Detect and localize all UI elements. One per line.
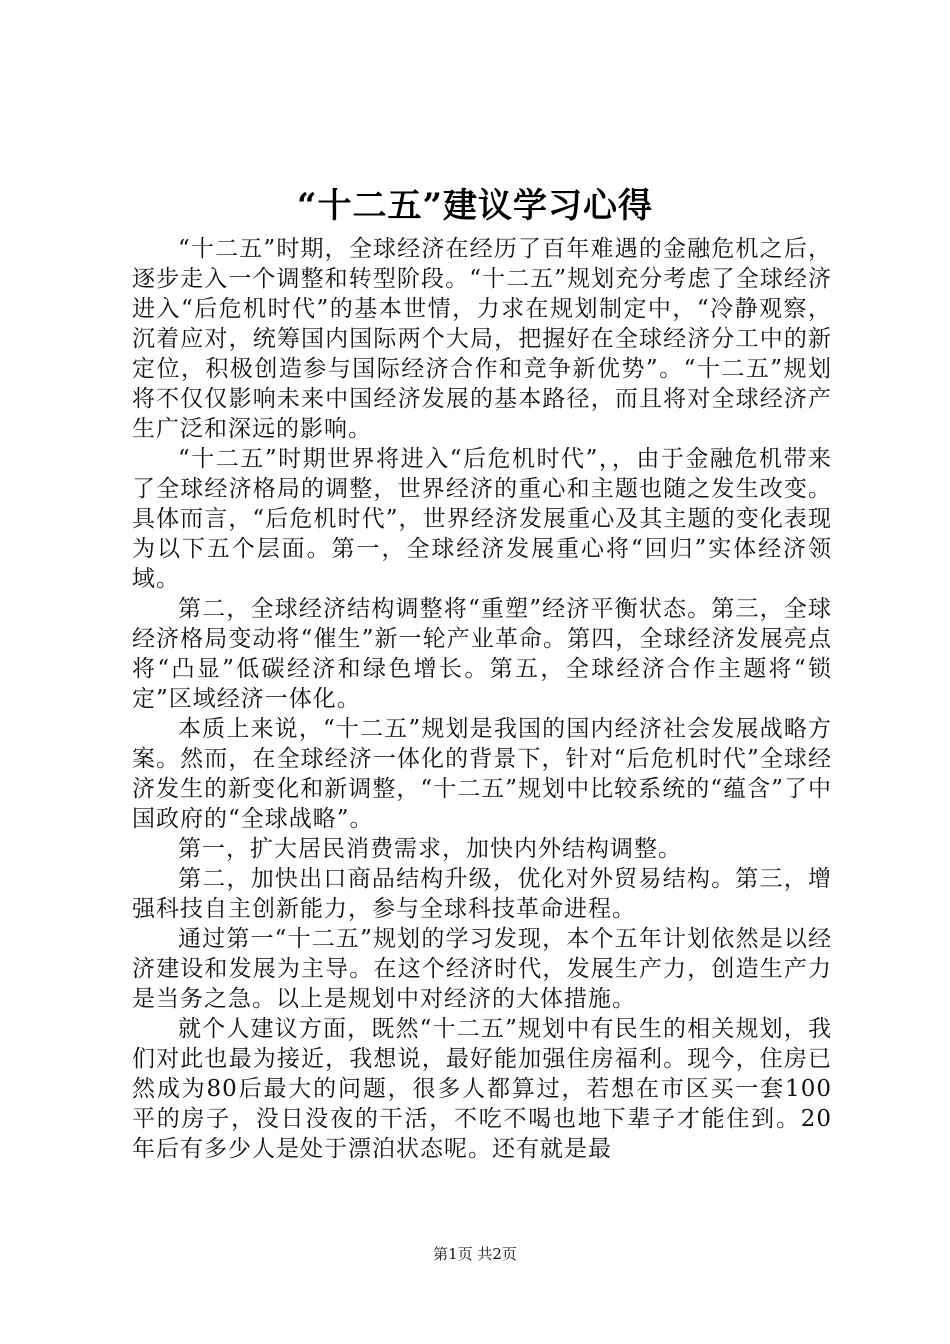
page-footer: 第1页 共2页 [433,1245,517,1263]
paragraph: 就个人建议方面，既然“十二五”规划中有民生的相关规划，我们对此也最为接近，我想说，最好能加强住房福利。现今，住房已然成为80后最大的问题，很多人都算过，若想在市区买一套100平的房子，没日没夜的干活，不吃不喝也地下辈子才能住到。20年后有多少人是处于漂泊状态呢。还有就是最 [132,1016,832,1162]
document-body [132,234,832,1164]
paragraph: 本质上来说，“十二五”规划是我国的国内经济社会发展战略方案。然而，在全球经济一体化的背景下，针对“后危机时代”全球经济发生的新变化和新调整，“十二五”规划中比较系统的“蕴含”了中国政府的“全球战略”。 [132,716,832,832]
paragraph: 第二，全球经济结构调整将“重塑”经济平衡状态。第三，全球经济格局变动将“催生”新一轮产业革命。第四，全球经济发展亮点将“凸显”低碳经济和绿色增长。第五，全球经济合作主题将“锁定”区域经济一体化。 [132,596,832,712]
paragraph: “十二五”时期，全球经济在经历了百年难遇的金融危机之后，逐步走入一个调整和转型阶段。“十二五”规划充分考虑了全球经济进入“后危机时代”的基本世情，力求在规划制定中，“冷静观察，沉着应对，统筹国内国际两个大局，把握好在全球经济分工中的新定位，积极创造参与国际经济合作和竞争新优势”。“十二五”规划将不仅仅影响未来中国经济发展的基本路径，而且将对全球经济产生广泛和深远的影响。 [132,236,832,442]
paragraph: 第一，扩大居民消费需求，加快内外结构调整。 [178,836,682,862]
paragraph: “十二五”时期世界将进入“后危机时代”，，由于金融危机带来了全球经济格局的调整，世界经济的重心和主题也随之发生改变。具体而言，“后危机时代”，世界经济发展重心及其主题的变化表现为以下五个层面。第一，全球经济发展重心将“回归”实体经济领域。 [132,446,832,592]
paragraph: 第二，加快出口商品结构升级，优化对外贸易结构。第三，增强科技自主创新能力，参与全球科技革命进程。 [132,866,832,922]
paragraph: 通过第一“十二五”规划的学习发现，本个五年计划依然是以经济建设和发展为主导。在这个经济时代，发展生产力，创造生产力是当务之急。以上是规划中对经济的大体措施。 [132,926,832,1012]
document-title: “十二五”建议学习心得 [296,186,654,226]
